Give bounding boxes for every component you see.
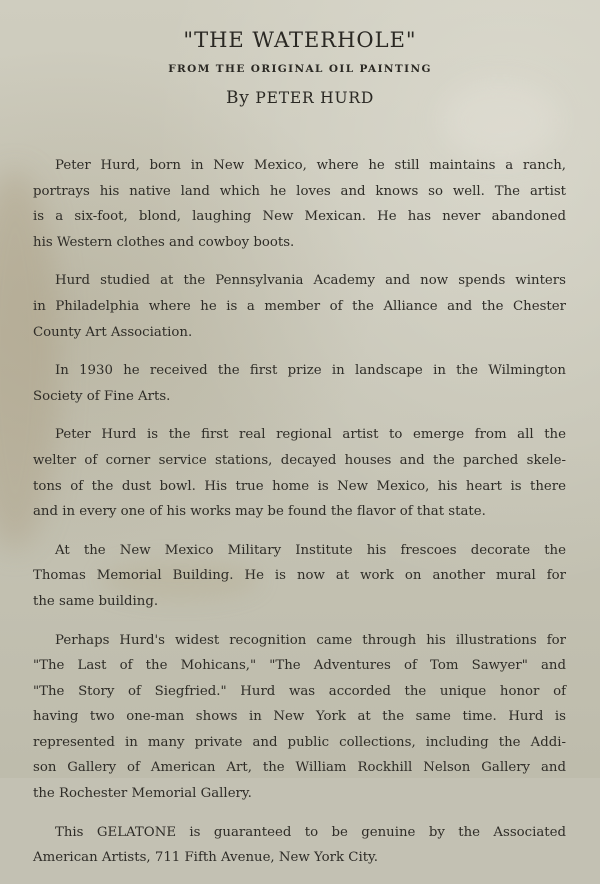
paragraph-line: "The Last of the Mohicans," "The Adventures of Tom Sawyer" and — [33, 658, 566, 674]
paragraph-line: Thomas Memorial Building. He is now at work on another mural for — [33, 568, 566, 584]
paragraph-line: Hurd studied at the Pennsylvania Academy and now spends winters — [55, 273, 566, 289]
paragraph — [33, 358, 566, 409]
paragraph-line: is a six-foot, blond, laughing New Mexican. He has never abandoned — [33, 209, 566, 225]
author-prefix: By — [225, 88, 250, 108]
paragraph-line: County Art Association. — [33, 324, 193, 340]
author-name: PETER HURD — [255, 89, 375, 107]
paragraph-line: "The Story of Siegfried." Hurd was accorded the unique honor of — [33, 683, 566, 699]
paragraph-line: son Gallery of American Art, the William Rockhill Nelson Gallery and — [33, 760, 566, 776]
paragraph-line: and in every one of his works may be found the flavor of that state. — [33, 504, 486, 520]
document-title: "THE WATERHOLE" — [183, 28, 417, 52]
author-line — [0, 88, 600, 108]
paragraph — [33, 538, 566, 615]
paragraph — [33, 268, 566, 345]
body-text — [33, 153, 566, 884]
paragraph-line: Perhaps Hurd's widest recognition came through his illustrations for — [55, 632, 566, 648]
paragraph-line: This GELATONE is guaranteed to be genuine by the Associated — [55, 824, 566, 840]
paragraph-line: Peter Hurd, born in New Mexico, where he still maintains a ranch, — [55, 158, 566, 173]
paragraph-line: Peter Hurd is the first real regional artist to emerge from all the — [55, 427, 566, 443]
paragraph-line: portrays his native land which he loves and knows so well. The artist — [33, 183, 566, 199]
paragraph-line: Society of Fine Arts. — [33, 388, 171, 404]
paragraph — [33, 422, 566, 524]
paragraph-line: In 1930 he received the first prize in landscape in the Wilmington — [55, 363, 566, 379]
paragraph-line: welter of corner service stations, decayed houses and the parched skele- — [33, 452, 566, 468]
paragraph-line: tons of the dust bowl. His true home is New Mexico, his heart is there — [33, 478, 566, 494]
paragraph-line: represented in many private and public collections, including the Addi- — [33, 734, 566, 750]
paragraph-line: American Artists, 711 Fifth Avenue, New York City. — [33, 850, 379, 866]
paragraph-line: in Philadelphia where he is a member of the Alliance and the Chester — [33, 298, 566, 314]
paragraph — [33, 628, 566, 807]
paragraph — [33, 153, 566, 255]
document-subtitle: FROM THE ORIGINAL OIL PAINTING — [168, 63, 432, 75]
paragraph — [33, 820, 566, 871]
paragraph-line: the Rochester Memorial Gallery. — [33, 786, 252, 802]
paragraph-line: the same building. — [33, 593, 159, 609]
paragraph-line: having two one-man shows in New York at the same time. Hurd is — [33, 709, 566, 725]
paragraph-line: his Western clothes and cowboy boots. — [33, 234, 295, 250]
paragraph-line: At the New Mexico Military Institute his frescoes decorate the — [55, 542, 566, 558]
